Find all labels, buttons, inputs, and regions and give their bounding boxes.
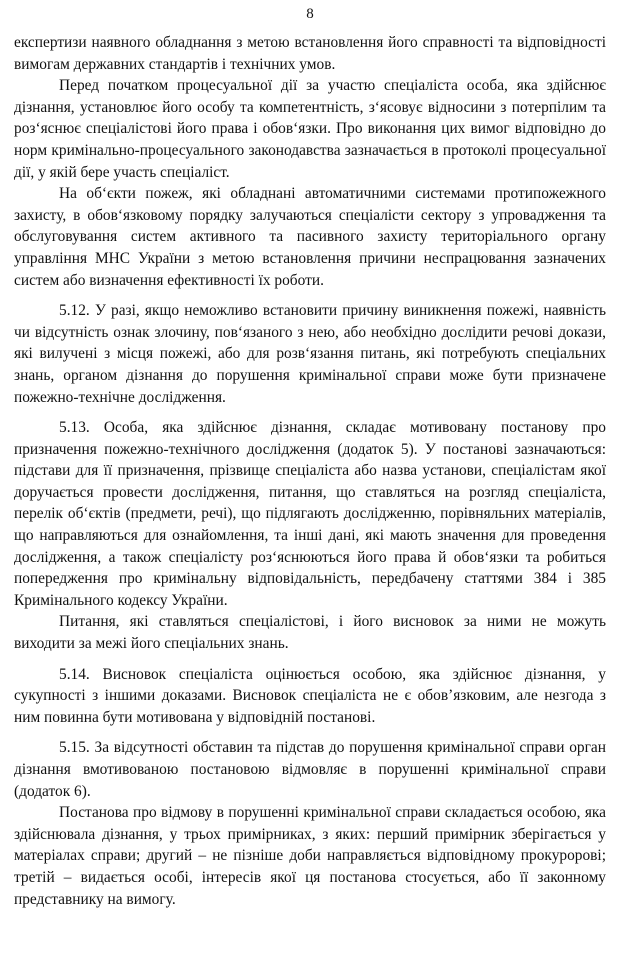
paragraph-5-13: 5.13. Особа, яка здійснює дізнання, складає мотивовану постанову про призначення пожежно-технічного дослідження (додаток 5). У постанові зазначаються: підстави для її призначення, прізвище спеціаліста або назва установи, спеціалістам якої доручається провести дослідження, питання, що ставляться на розгляд спеціаліста, перелік об‘єктів (предмети, речі), що підлягають дослідженню, порівняльних матеріалів, що направляються для ознайомлення, та інші дані, які мають значення для проведення дослідження, а також спеціалісту роз‘яснюються його права й обов‘язки та робиться попередження про кримінальну відповідальність, передбачену статтями 384 і 385 Кримінального кодексу України. (14, 419, 606, 609)
body-text (14, 32, 606, 910)
paragraph-5-14: 5.14. Висновок спеціаліста оцінюється особою, яка здійснює дізнання, у сукупності з іншими доказами. Висновок спеціаліста не є обов’язковим, але незгода з ним повинна бути мотивована у відповідній постанові. (14, 665, 606, 726)
paragraph-continuation: експертизи наявного обладнання з метою встановлення його справності та відповідності вимогам державних стандартів і технічних умов. (14, 34, 606, 73)
page-number: 8 (306, 6, 314, 22)
paragraph-5-15: 5.15. За відсутності обставин та підстав до порушення кримінальної справи орган дізнання вмотивованою постановою відмовляє в порушенні кримінальної справи (додаток 6). (14, 739, 606, 800)
paragraph-refusal-resolution: Постанова про відмову в порушенні кримінальної справи складається особою, яка здійснювала дізнання, у трьох примірниках, з яких: перший примірник зберігається у матеріалах справи; другий – не пізніше доби направляється відповідному прокуророві; третій – видається особі, інтересів якої ця постанова стосується, або її законному представнику на вимогу. (14, 804, 606, 908)
paragraph-5-12: 5.12. У разі, якщо неможливо встановити причину виникнення пожежі, наявність чи відсутність ознак злочину, пов‘язаного з нею, або необхідно дослідити речові докази, які вилучені з місця пожежі, або для розв‘язання питань, які потребують спеціальних знань, органом дізнання до порушення кримінальної справи може бути призначене пожежно-технічне дослідження. (14, 302, 606, 406)
paragraph-fire-protection-systems: На об‘єкти пожеж, які обладнані автоматичними системами протипожежного захисту, в обов‘язковому порядку залучаються спеціалісти сектору з упровадження та обслуговування систем активного та пасивного захисту територіального органу управління МНС України з метою встановлення причини неспрацювання зазначених систем або визначення ефективності їх роботи. (14, 185, 606, 289)
paragraph-specialist-questions: Питання, які ставляться спеціалістові, і його висновок за ними не можуть виходити за межі його спеціальних знань. (14, 613, 606, 653)
paragraph-specialist-identity: Перед початком процесуальної дії за участю спеціаліста особа, яка здійснює дізнання, установлює його особу та компетентність, з‘ясовує відносини з потерпілим та роз‘яснює спеціалістові його права і обов‘язки. Про виконання цих вимог відповідно до норм кримінально-процесуального законодавства зазначається в протоколі процесуальної дії, у якій бере участь спеціаліст. (14, 77, 606, 181)
